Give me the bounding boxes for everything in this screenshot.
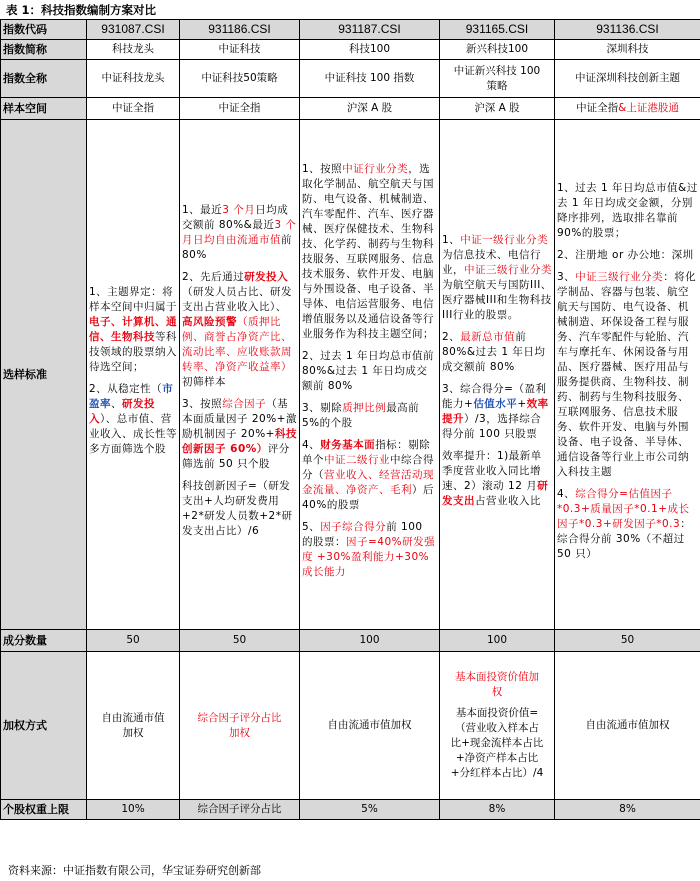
criteria-3-p2: 2、过去 1 年日均总市值前 80%&过去 1 年日均成交额前 80% bbox=[302, 350, 435, 392]
criteria-4-p3: 3、综合得分=（盈利能力+估值水平+效率提升）/3，选择综合得分前 100 只股票 bbox=[442, 383, 549, 440]
index-short-5: 深圳科技 bbox=[555, 40, 700, 60]
index-space-3: 沪深 A 股 bbox=[300, 98, 440, 120]
index-full-4: 中证新兴科技 100 策略 bbox=[440, 60, 555, 98]
criteria-5 bbox=[555, 120, 700, 630]
index-weight-3: 自由流通市值加权 bbox=[300, 652, 440, 800]
criteria-1-p2: 2、从稳定性（市盈率、研发投入）、总市值、营业收入、成长性等多方面筛选个股 bbox=[89, 383, 177, 455]
criteria-3-p1: 1、按照中证行业分类，选取化学制品、航空航天与国防、电气设备、机械制造、汽车零配件、汽车、医疗器械、医疗保健技术、生物科技、化学药、制药与生物科技服务、互联网服务、信息技术服务、软件开发、电脑与外围设备、电子设备、半导体、电信运营服务、电信增值服务以及通信设备等行业服务作为科技主题空间； bbox=[302, 163, 434, 340]
label-code: 指数代码 bbox=[1, 20, 87, 40]
criteria-2-p4: 科技创新因子=（研发支出+人均研发费用 +2*研发人员数+2*研发支出占比）/6 bbox=[182, 480, 293, 537]
table-caption: 表 1：科技指数编制方案对比 bbox=[6, 3, 157, 17]
criteria-5-p2: 2、注册地 or 办公地：深圳 bbox=[557, 248, 694, 261]
label-full: 指数全称 bbox=[1, 60, 87, 98]
index-weight-4 bbox=[440, 652, 555, 800]
label-criteria: 选样标准 bbox=[1, 120, 87, 630]
criteria-4 bbox=[440, 120, 555, 630]
index-cap-5: 8% bbox=[555, 800, 700, 820]
index-cap-3: 5% bbox=[300, 800, 440, 820]
criteria-2-p3: 3、按照综合因子（基本面质量因子 20%+激励机制因子 20%+科技创新因子 60%）评分筛选前 50 只个股 bbox=[182, 398, 297, 470]
index-cap-1: 10% bbox=[87, 800, 180, 820]
index-code-4: 931165.CSI bbox=[440, 20, 555, 40]
criteria-2-p1: 1、最近3 个月日均成交额前 80%&最近3 个月日均自由流通市值前 80% bbox=[182, 204, 297, 261]
criteria-2-p2: 2、先后通过研发投入（研发人员占比、研发支出占营业收入比）、高风险预警（质押比例、商誉占净资产比、流动比率、应收账款周转率、净资产收益率）初筛样本 bbox=[182, 271, 292, 388]
index-code-2: 931186.CSI bbox=[180, 20, 300, 40]
index-weight-1: 自由流通市值加权 bbox=[87, 652, 180, 800]
index-space-5-a: 中证全指 bbox=[576, 102, 619, 114]
criteria-4-p4: 效率提升：1)最新单季度营业收入同比增速、2）滚动 12 月研发支出占营业收入比 bbox=[442, 450, 549, 507]
criteria-5-p1: 1、过去 1 年日均总市值&过去 1 年日均成交金额，分别降序排列，选取排名靠前 90%的股票； bbox=[557, 181, 698, 239]
criteria-3-p5: 5、因子综合得分前 100 的股票：因子=40%研发强度 +30%盈利能力+30%成长能力 bbox=[302, 521, 436, 578]
index-code-5: 931136.CSI bbox=[555, 20, 700, 40]
criteria-5-p4: 4、综合得分=估值因子*0.3+质量因子*0.1+成长因子*0.3+研发因子*0.3：综合得分前 30%（不超过 50 只） bbox=[557, 487, 692, 560]
index-weight-2: 综合因子评分占比加权 bbox=[180, 652, 300, 800]
index-code-3: 931187.CSI bbox=[300, 20, 440, 40]
index-short-3: 科技100 bbox=[300, 40, 440, 60]
criteria-4-p1: 1、中证一级行业分类为信息技术、电信行业，中证三级行业分类为航空航天与国防III、医疗器械III和生物科技III行业的股票。 bbox=[442, 234, 552, 321]
index-short-4: 新兴科技100 bbox=[440, 40, 555, 60]
label-space: 样本空间 bbox=[1, 98, 87, 120]
index-full-5: 中证深圳科技创新主题 bbox=[555, 60, 700, 98]
row-space bbox=[1, 98, 700, 120]
criteria-3 bbox=[300, 120, 440, 630]
index-short-1: 科技龙头 bbox=[87, 40, 180, 60]
index-code-1: 931087.CSI bbox=[87, 20, 180, 40]
source-footnote: 资料来源：中证指数有限公司，华宝证券研究创新部 bbox=[8, 864, 261, 877]
index-count-5: 50 bbox=[555, 630, 700, 652]
criteria-5-p3: 3、中证三级行业分类：将化学制品、容器与包装、航空航天与国防、电气设备、机械制造、环保设备工程与服务、汽车零配件与轮胎、汽车与摩托车、休闲设备与用品、医疗器械、医疗用品与服务提供商、生物科技、制药、制药与生物科技服务、互联网服务、信息技术服务、软件开发、电脑与外围设备、电子设备、半导体、通信设备等行业上市公司纳入科技主题 bbox=[557, 270, 697, 478]
row-cap bbox=[1, 800, 700, 820]
index-count-1: 50 bbox=[87, 630, 180, 652]
index-full-3: 中证科技 100 指数 bbox=[300, 60, 440, 98]
criteria-2 bbox=[180, 120, 300, 630]
index-count-2: 50 bbox=[180, 630, 300, 652]
index-weight-4-red: 基本面投资价值加权 bbox=[455, 671, 539, 698]
index-comparison-table bbox=[0, 19, 700, 820]
index-full-2: 中证科技50策略 bbox=[180, 60, 300, 98]
index-count-4: 100 bbox=[440, 630, 555, 652]
index-space-2: 中证全指 bbox=[180, 98, 300, 120]
index-space-5 bbox=[555, 98, 700, 120]
criteria-1-p1: 1、主题界定：将样本空间中归属于电子、计算机、通信、生物科技等科技领域的股票纳入待选空间； bbox=[89, 286, 177, 373]
criteria-4-p2: 2、最新总市值前 80%&过去 1 年日均成交额前 80% bbox=[442, 331, 546, 373]
index-short-2: 中证科技 bbox=[180, 40, 300, 60]
index-cap-2: 综合因子评分占比 bbox=[180, 800, 300, 820]
index-weight-4-formula: 基本面投资价值=（营业收入样本占比+现金流样本占比+净资产样本占比+分红样本占比）/4 bbox=[450, 707, 544, 779]
row-short bbox=[1, 40, 700, 60]
row-code bbox=[1, 20, 700, 40]
row-criteria bbox=[1, 120, 700, 630]
label-weight: 加权方式 bbox=[1, 652, 87, 800]
criteria-1 bbox=[87, 120, 180, 630]
row-count bbox=[1, 630, 700, 652]
row-full bbox=[1, 60, 700, 98]
index-cap-4: 8% bbox=[440, 800, 555, 820]
index-space-1: 中证全指 bbox=[87, 98, 180, 120]
index-space-5-b: &上证港股通 bbox=[618, 102, 679, 114]
row-weight bbox=[1, 652, 700, 800]
label-count: 成分数量 bbox=[1, 630, 87, 652]
index-space-4: 沪深 A 股 bbox=[440, 98, 555, 120]
criteria-3-p3: 3、剔除质押比例最高前 5%的个股 bbox=[302, 402, 420, 429]
label-cap: 个股权重上限 bbox=[1, 800, 87, 820]
index-full-1: 中证科技龙头 bbox=[87, 60, 180, 98]
criteria-3-p4: 4、财务基本面指标：剔除单个中证二级行业中综合得分（营业收入、经营活动现金流量、净资产、毛利）后 40%的股票 bbox=[302, 439, 434, 511]
label-short: 指数简称 bbox=[1, 40, 87, 60]
index-count-3: 100 bbox=[300, 630, 440, 652]
index-weight-5: 自由流通市值加权 bbox=[555, 652, 700, 800]
